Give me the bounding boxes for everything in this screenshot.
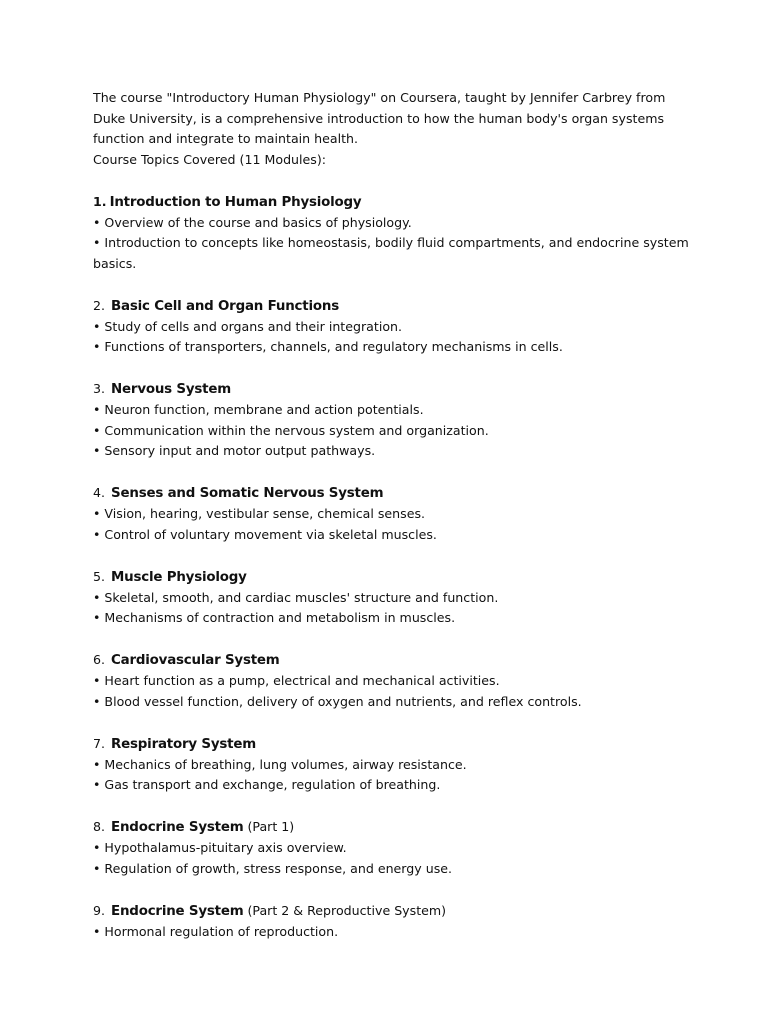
module-title: Introduction to Human Physiology <box>109 194 362 210</box>
module-title: Nervous System <box>111 382 231 397</box>
intro-paragraph: The course "Introductory Human Physiology" on Coursera, taught by Jennifer Carbrey from Duke University, is a comprehensive introduction to how the human body's organ systems function and integrate to maintain health. <box>93 90 666 146</box>
module-heading <box>93 566 693 588</box>
module-section <box>93 566 693 629</box>
module-title: Endocrine System <box>111 820 244 835</box>
module-bullet: • Mechanisms of contraction and metabolism in muscles. <box>93 610 456 625</box>
module-title-suffix: (Part 1) <box>247 819 295 834</box>
module-number: 4. <box>93 485 106 500</box>
module-section <box>93 900 693 943</box>
module-heading <box>93 295 693 317</box>
intro-section <box>93 88 693 170</box>
module-bullet: • Sensory input and motor output pathways. <box>93 443 376 458</box>
module-heading <box>93 482 693 504</box>
module-heading <box>93 733 693 755</box>
module-heading <box>93 191 693 213</box>
module-number: 5. <box>93 568 106 584</box>
module-title-suffix: (Part 2 & Reproductive System) <box>247 902 447 918</box>
module-bullet: • Neuron function, membrane and action potentials. <box>93 402 424 417</box>
module-title: Endocrine System <box>111 903 244 919</box>
module-title: Cardiovascular System <box>111 653 280 668</box>
module-bullet: • Introduction to concepts like homeostasis, bodily fluid compartments, and endocrine system basics. <box>93 235 689 271</box>
document-page <box>93 88 693 942</box>
module-section <box>93 733 693 796</box>
module-bullet: • Communication within the nervous system and organization. <box>93 422 489 438</box>
module-heading <box>93 816 693 838</box>
module-title: Senses and Somatic Nervous System <box>111 486 384 501</box>
module-bullet: • Study of cells and organs and their integration. <box>93 318 403 334</box>
module-title: Respiratory System <box>111 736 256 752</box>
module-title: Muscle Physiology <box>111 569 247 585</box>
module-bullet: • Regulation of growth, stress response, and energy use. <box>93 860 453 876</box>
module-section <box>93 295 693 358</box>
module-heading <box>93 900 693 922</box>
module-bullet: • Control of voluntary movement via skeletal muscles. <box>93 526 437 542</box>
module-bullet: • Vision, hearing, vestibular sense, chemical senses. <box>93 506 426 521</box>
module-number: 1. <box>93 193 107 209</box>
module-bullet: • Heart function as a pump, electrical and mechanical activities. <box>93 673 500 688</box>
module-bullet: • Blood vessel function, delivery of oxygen and nutrients, and reflex controls. <box>93 693 582 709</box>
module-number: 3. <box>93 381 106 396</box>
module-number: 2. <box>93 297 106 313</box>
module-number: 8. <box>93 819 106 834</box>
module-title: Basic Cell and Organ Functions <box>111 298 339 314</box>
module-number: 6. <box>93 652 106 667</box>
module-section <box>93 191 693 275</box>
module-number: 7. <box>93 735 106 751</box>
module-bullet: • Mechanics of breathing, lung volumes, airway resistance. <box>93 756 467 772</box>
module-bullet: • Functions of transporters, channels, and regulatory mechanisms in cells. <box>93 339 563 354</box>
module-bullet: • Hypothalamus-pituitary axis overview. <box>93 840 347 855</box>
module-bullet: • Overview of the course and basics of physiology. <box>93 214 412 230</box>
module-bullet: • Skeletal, smooth, and cardiac muscles' structure and function. <box>93 589 499 605</box>
module-heading <box>93 378 693 400</box>
module-section <box>93 378 693 462</box>
module-section <box>93 649 693 712</box>
module-heading <box>93 649 693 671</box>
module-bullet: • Gas transport and exchange, regulation of breathing. <box>93 777 441 792</box>
module-section <box>93 482 693 545</box>
module-number: 9. <box>93 902 106 918</box>
module-section <box>93 816 693 879</box>
module-list <box>93 191 693 943</box>
module-bullet: • Hormonal regulation of reproduction. <box>93 923 339 939</box>
topics-heading: Course Topics Covered (11 Modules): <box>93 151 327 167</box>
